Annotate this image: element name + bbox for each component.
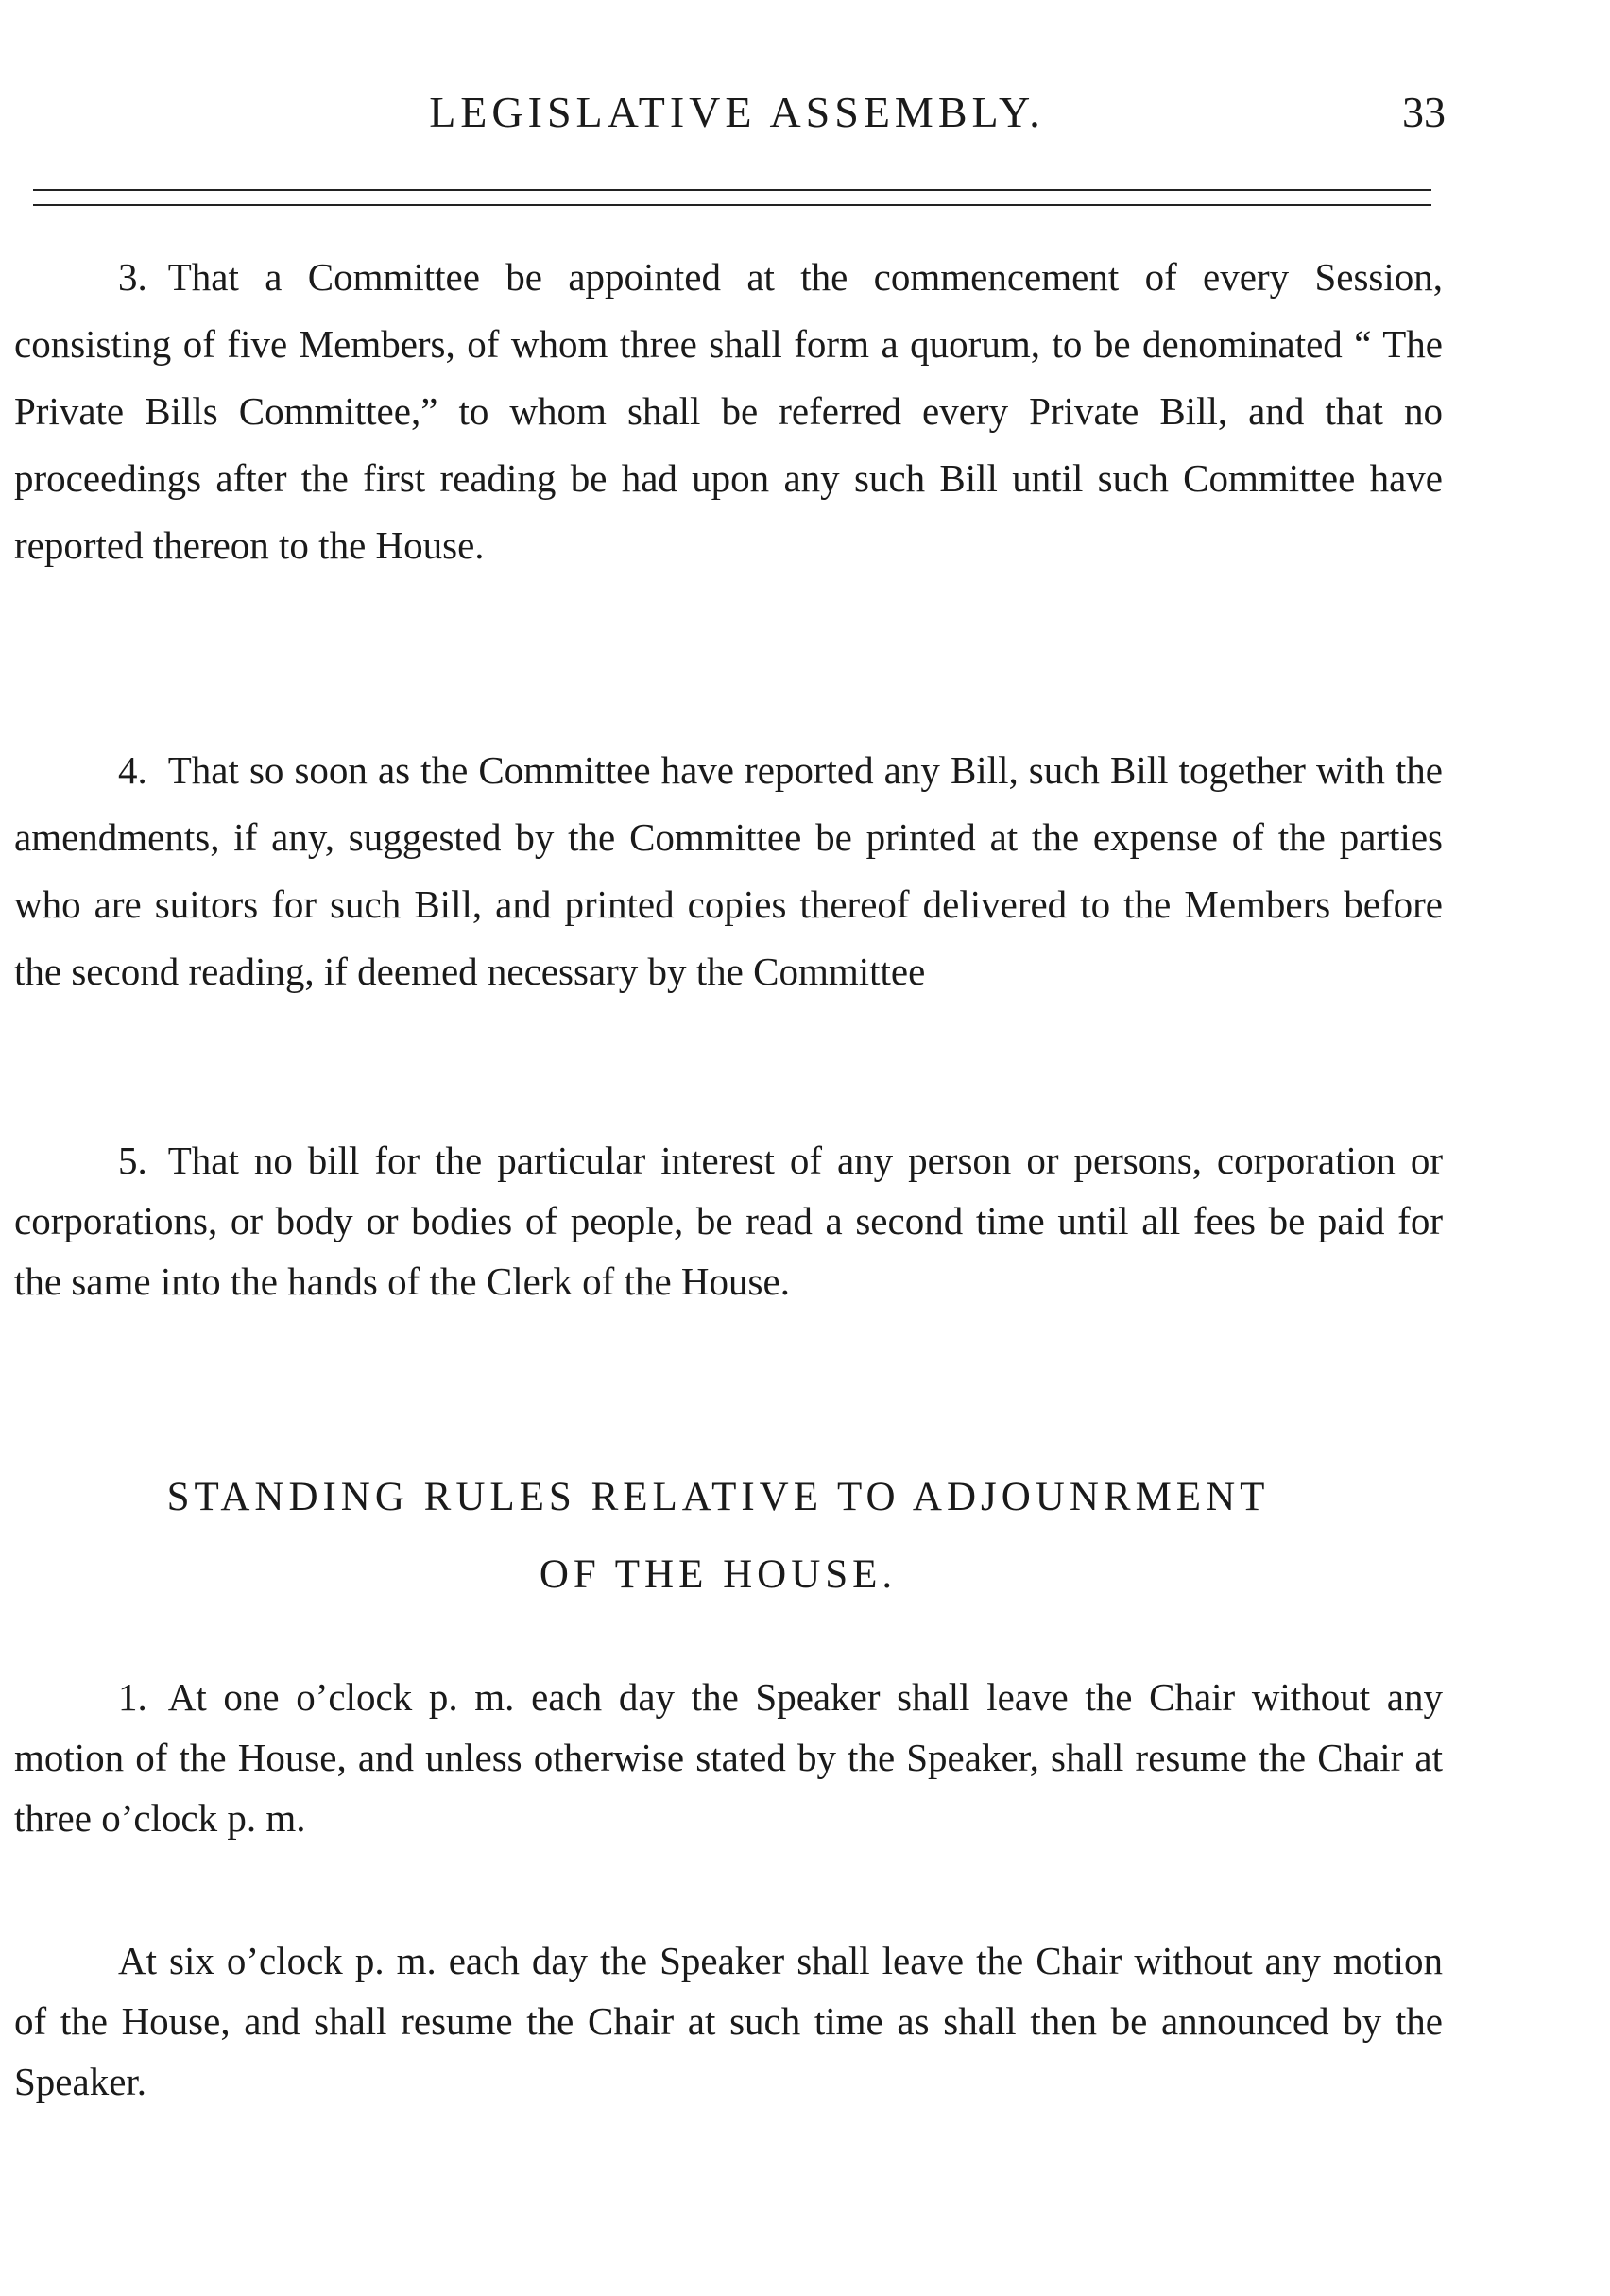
section-heading-line-1: STANDING RULES RELATIVE TO ADJOUNRMENT: [166, 1475, 1270, 1519]
running-title: LEGISLATIVE ASSEMBLY.: [429, 88, 1045, 136]
paragraph-text: That so soon as the Committee have reported any Bill, such Bill together with the amendments, if any, suggested by the Committee be printed at the expense of the parties who are suitors for such Bill, and printed copies thereof delivered to the Members before the second reading, if deemed necessary by the Committee: [14, 748, 1443, 993]
paragraph-4: [14, 737, 1443, 1005]
paragraph-number: 3.: [118, 255, 147, 299]
paragraph-text: That no bill for the particular interest of any person or persons, corporation or corporations, or body or bodies of people, be read a second time until all fees be paid for the same into the hands of the Clerk of the House.: [14, 1139, 1443, 1303]
header-rule-top: [33, 189, 1431, 191]
section-heading-line-2: OF THE HOUSE.: [539, 1552, 898, 1597]
paragraph-text: That a Committee be appointed at the commencement of every Session, consisting of five Members, of whom three shall form a quorum, to be denominated “ The Private Bills Committee,” to whom shall be referred every Private Bill, and that no proceedings after the first reading be had upon any such Bill until such Committee have reported thereon to the House.: [14, 255, 1443, 567]
rule-1: [14, 1667, 1443, 1848]
paragraph-5: [14, 1130, 1443, 1311]
paragraph-number: 5.: [118, 1139, 147, 1182]
page-number: 33: [1402, 88, 1446, 136]
paragraph-number: 4.: [118, 748, 147, 792]
paragraph-3: [14, 244, 1443, 579]
section-heading: [38, 1459, 1398, 1614]
rule-text: At six o’clock p. m. each day the Speaker shall leave the Chair without any motion of the House, and shall resume the Chair at such time as shall then be announced by the Speaker.: [14, 1939, 1443, 2103]
header-rule-bottom: [33, 204, 1431, 206]
rule-2: [14, 1930, 1443, 2112]
rule-text: At one o’clock p. m. each day the Speaker shall leave the Chair without any motion of the House, and unless otherwise stated by the Speaker, shall resume the Chair at three o’clock p. m.: [14, 1675, 1443, 1840]
rule-number: 1.: [118, 1675, 147, 1719]
